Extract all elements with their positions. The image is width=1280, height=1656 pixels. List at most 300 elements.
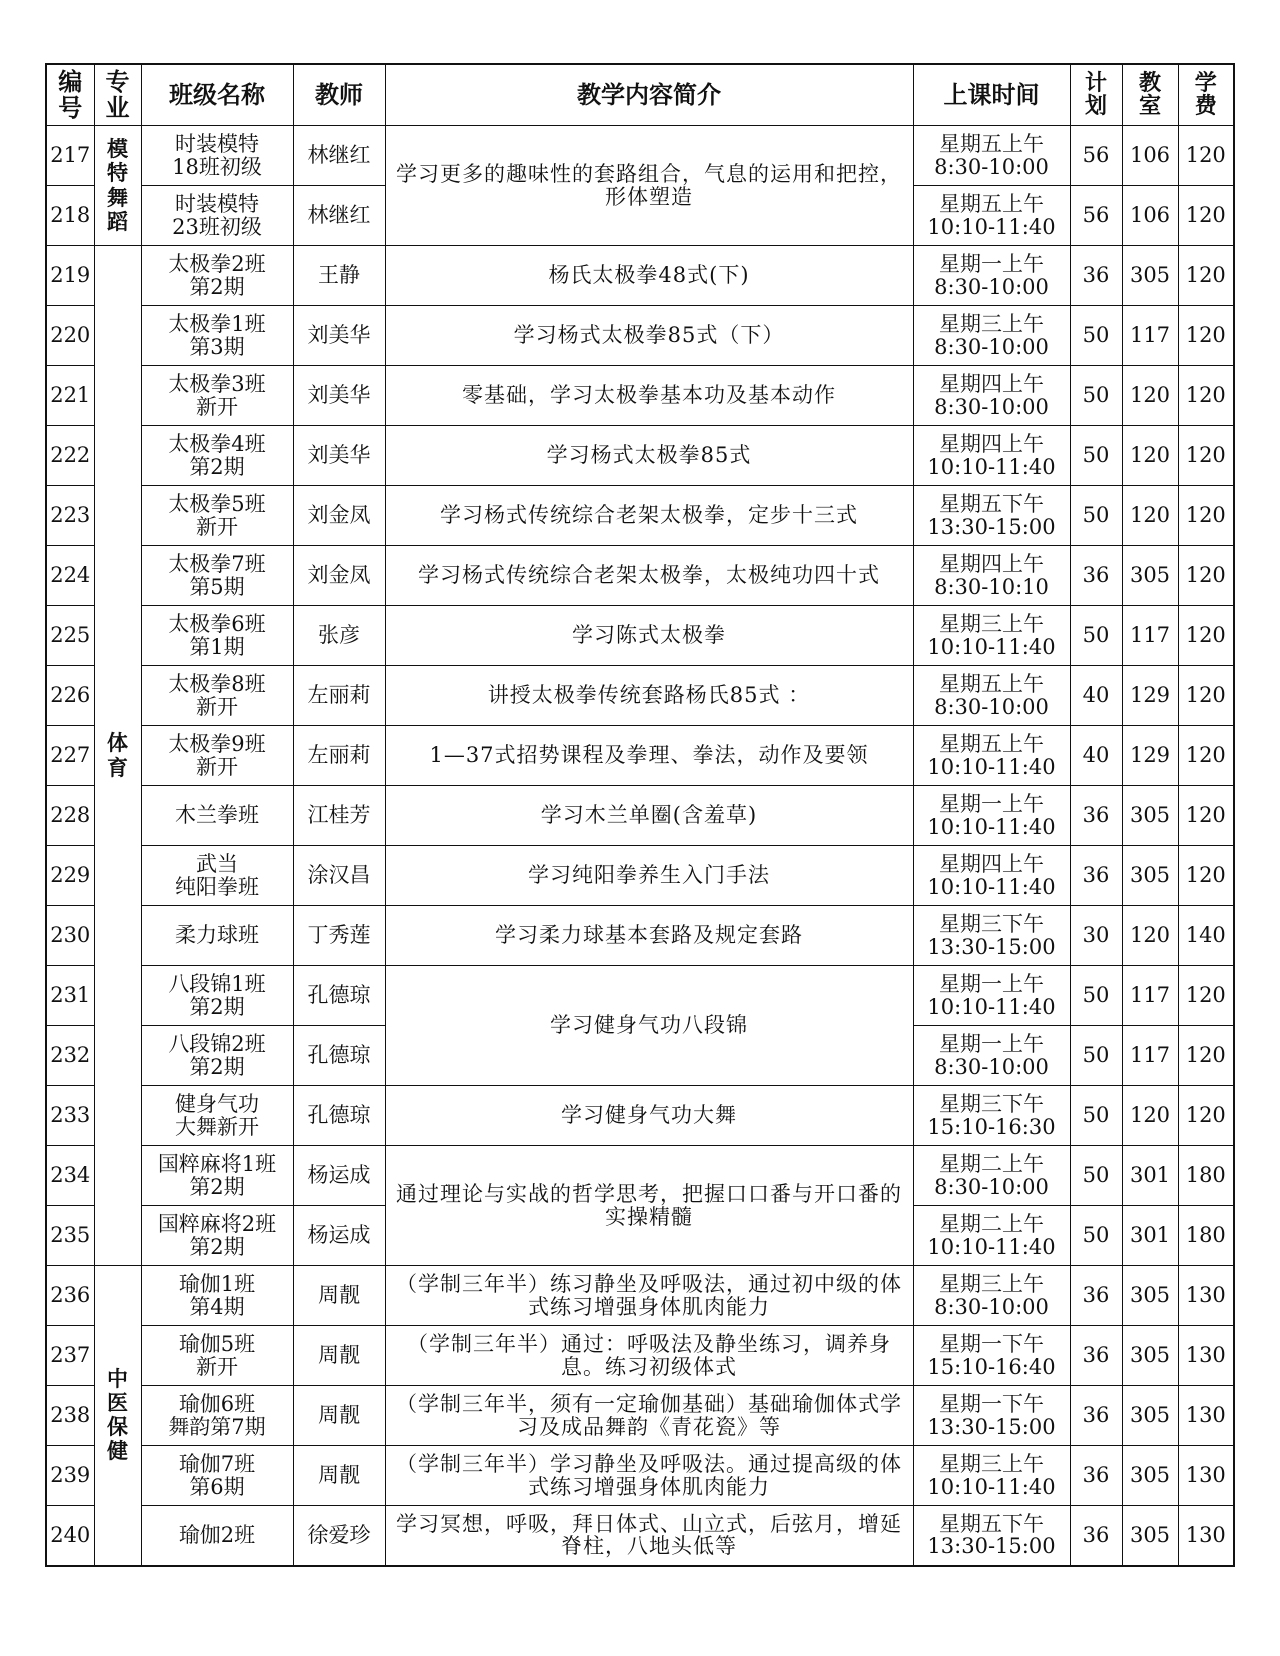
content-cell: 零基础，学习太极拳基本功及基本动作 (385, 366, 913, 426)
time-cell (913, 786, 1070, 846)
time-day: 星期二上午 (939, 1151, 1044, 1176)
content-cell: 通过理论与实战的哲学思考，把握口口番与开口番的实操精髓 (385, 1146, 913, 1266)
class-name-cell (141, 786, 293, 846)
content-cell: 1—37式招势课程及拳理、拳法，动作及要领 (385, 726, 913, 786)
plan-cell: 40 (1070, 726, 1122, 786)
fee-cell: 120 (1178, 606, 1234, 666)
class-name-line2: 第1期 (189, 634, 245, 659)
content-cell: 学习冥想，呼吸，拜日体式、山立式，后弦月，增延脊柱，八地头低等 (385, 1506, 913, 1566)
room-cell: 129 (1122, 726, 1178, 786)
class-name-cell (141, 1506, 293, 1566)
table-row (46, 606, 1234, 666)
room-cell: 117 (1122, 966, 1178, 1026)
time-hours: 8:30-10:00 (934, 1174, 1049, 1199)
row-id: 228 (46, 786, 94, 846)
content-cell: （学制三年半）通过：呼吸法及静坐练习，调养身息。练习初级体式 (385, 1326, 913, 1386)
row-id: 223 (46, 486, 94, 546)
header-id: 编号 (46, 64, 94, 126)
room-cell: 305 (1122, 246, 1178, 306)
time-hours: 8:30-10:00 (934, 394, 1049, 419)
class-name-cell (141, 366, 293, 426)
fee-cell: 120 (1178, 726, 1234, 786)
class-name-line2: 新开 (196, 694, 238, 719)
plan-cell: 50 (1070, 1206, 1122, 1266)
row-id: 221 (46, 366, 94, 426)
plan-cell: 36 (1070, 846, 1122, 906)
plan-cell: 50 (1070, 366, 1122, 426)
time-hours: 15:10-16:40 (927, 1354, 1056, 1379)
plan-cell: 40 (1070, 666, 1122, 726)
time-cell (913, 1506, 1070, 1566)
table-row (46, 966, 1234, 1026)
time-cell (913, 246, 1070, 306)
fee-cell: 120 (1178, 1086, 1234, 1146)
table-row (46, 1386, 1234, 1446)
fee-cell: 120 (1178, 1026, 1234, 1086)
table-row (46, 486, 1234, 546)
content-cell: 学习杨式传统综合老架太极拳，太极纯功四十式 (385, 546, 913, 606)
time-cell (913, 1206, 1070, 1266)
header-teacher: 教师 (293, 64, 385, 126)
time-day: 星期四上午 (939, 371, 1044, 396)
fee-cell: 120 (1178, 306, 1234, 366)
time-hours: 8:30-10:00 (934, 1054, 1049, 1079)
time-day: 星期五下午 (939, 1511, 1044, 1536)
class-name-cell (141, 186, 293, 246)
row-id: 237 (46, 1326, 94, 1386)
row-id: 238 (46, 1386, 94, 1446)
teacher-cell: 刘金凤 (293, 486, 385, 546)
header-content: 教学内容简介 (385, 64, 913, 126)
plan-cell: 36 (1070, 1386, 1122, 1446)
time-hours: 10:10-11:40 (927, 994, 1056, 1019)
time-day: 星期一上午 (939, 251, 1044, 276)
class-name-line2: 18班初级 (172, 154, 262, 179)
class-name-line1: 国粹麻将1班 (157, 1151, 277, 1176)
fee-cell: 140 (1178, 906, 1234, 966)
row-id: 234 (46, 1146, 94, 1206)
teacher-cell: 刘美华 (293, 306, 385, 366)
class-name-cell (141, 1386, 293, 1446)
content-cell: 学习木兰单圈(含羞草) (385, 786, 913, 846)
fee-cell: 130 (1178, 1266, 1234, 1326)
table-row (46, 546, 1234, 606)
table-row (46, 426, 1234, 486)
time-hours: 13:30-15:00 (927, 1414, 1056, 1439)
major-cell (94, 126, 141, 246)
major-cell (94, 1266, 141, 1566)
class-name-line1: 瑜伽1班 (178, 1271, 256, 1296)
time-cell (913, 486, 1070, 546)
table-row (46, 1146, 1234, 1206)
time-day: 星期四上午 (939, 431, 1044, 456)
plan-cell: 36 (1070, 1446, 1122, 1506)
class-name-cell (141, 1146, 293, 1206)
fee-cell: 120 (1178, 786, 1234, 846)
teacher-cell: 杨运成 (293, 1146, 385, 1206)
room-cell: 120 (1122, 486, 1178, 546)
content-cell: 学习健身气功大舞 (385, 1086, 913, 1146)
row-id: 220 (46, 306, 94, 366)
row-id: 231 (46, 966, 94, 1026)
plan-cell: 50 (1070, 1146, 1122, 1206)
row-id: 222 (46, 426, 94, 486)
class-name-line2: 纯阳拳班 (175, 874, 259, 899)
class-name-line2: 第2期 (189, 274, 245, 299)
teacher-cell: 周靓 (293, 1326, 385, 1386)
plan-cell: 56 (1070, 186, 1122, 246)
time-cell (913, 1086, 1070, 1146)
teacher-cell: 涂汉昌 (293, 846, 385, 906)
time-cell (913, 1026, 1070, 1086)
class-name-line2: 第2期 (189, 1234, 245, 1259)
table-row (46, 726, 1234, 786)
course-schedule-table (45, 63, 1235, 1567)
row-id: 219 (46, 246, 94, 306)
class-name-cell (141, 426, 293, 486)
time-hours: 10:10-11:40 (927, 814, 1056, 839)
time-day: 星期三上午 (939, 1451, 1044, 1476)
time-cell (913, 186, 1070, 246)
class-name-line1: 太极拳7班 (168, 551, 266, 576)
room-cell: 301 (1122, 1146, 1178, 1206)
time-cell (913, 846, 1070, 906)
time-day: 星期三上午 (939, 311, 1044, 336)
class-name-line1: 武当 (196, 851, 238, 876)
class-name-line1: 太极拳6班 (168, 611, 266, 636)
time-cell (913, 906, 1070, 966)
header-major: 专业 (94, 64, 141, 126)
teacher-cell: 徐爱珍 (293, 1506, 385, 1566)
row-id: 232 (46, 1026, 94, 1086)
class-name-line1: 国粹麻将2班 (157, 1211, 277, 1236)
time-cell (913, 306, 1070, 366)
class-name-line1: 瑜伽5班 (178, 1331, 256, 1356)
time-day: 星期五上午 (939, 671, 1044, 696)
content-cell: 学习纯阳拳养生入门手法 (385, 846, 913, 906)
time-hours: 8:30-10:00 (934, 274, 1049, 299)
major-label: 中医保健 (106, 1365, 128, 1464)
fee-cell: 120 (1178, 966, 1234, 1026)
time-cell (913, 1326, 1070, 1386)
time-cell (913, 126, 1070, 186)
room-cell: 117 (1122, 1026, 1178, 1086)
teacher-cell: 林继红 (293, 126, 385, 186)
table-row (46, 366, 1234, 426)
time-day: 星期三上午 (939, 611, 1044, 636)
class-name-line2: 23班初级 (172, 214, 262, 239)
content-cell: 学习杨式传统综合老架太极拳，定步十三式 (385, 486, 913, 546)
plan-cell: 50 (1070, 1086, 1122, 1146)
row-id: 236 (46, 1266, 94, 1326)
teacher-cell: 丁秀莲 (293, 906, 385, 966)
time-hours: 8:30-10:00 (934, 334, 1049, 359)
class-name-line2: 第2期 (189, 454, 245, 479)
class-name-cell (141, 546, 293, 606)
class-name-cell (141, 1446, 293, 1506)
room-cell: 305 (1122, 786, 1178, 846)
class-name-line1: 瑜伽7班 (178, 1451, 256, 1476)
class-name-cell (141, 306, 293, 366)
fee-cell: 180 (1178, 1146, 1234, 1206)
teacher-cell: 林继红 (293, 186, 385, 246)
row-id: 240 (46, 1506, 94, 1566)
header-fee: 学费 (1178, 64, 1234, 126)
time-day: 星期三下午 (939, 911, 1044, 936)
room-cell: 120 (1122, 366, 1178, 426)
plan-cell: 30 (1070, 906, 1122, 966)
time-day: 星期三下午 (939, 1091, 1044, 1116)
time-hours: 13:30-15:00 (927, 514, 1056, 539)
content-cell: 讲授太极拳传统套路杨氏85式 ： (385, 666, 913, 726)
time-day: 星期三上午 (939, 1271, 1044, 1296)
row-id: 225 (46, 606, 94, 666)
time-hours: 10:10-11:40 (927, 874, 1056, 899)
fee-cell: 120 (1178, 546, 1234, 606)
teacher-cell: 刘美华 (293, 426, 385, 486)
row-id: 235 (46, 1206, 94, 1266)
time-day: 星期一下午 (939, 1391, 1044, 1416)
time-cell (913, 666, 1070, 726)
time-day: 星期五下午 (939, 491, 1044, 516)
fee-cell: 120 (1178, 486, 1234, 546)
class-name-cell (141, 1026, 293, 1086)
room-cell: 120 (1122, 426, 1178, 486)
fee-cell: 120 (1178, 366, 1234, 426)
class-name-line1: 太极拳1班 (168, 311, 266, 336)
fee-cell: 130 (1178, 1506, 1234, 1566)
teacher-cell: 周靓 (293, 1386, 385, 1446)
row-id: 227 (46, 726, 94, 786)
class-name-line1: 太极拳4班 (168, 431, 266, 456)
table-row (46, 1326, 1234, 1386)
plan-cell: 50 (1070, 606, 1122, 666)
table-row (46, 906, 1234, 966)
class-name-line2: 大舞新开 (175, 1114, 259, 1139)
content-cell: 学习杨式太极拳85式（下） (385, 306, 913, 366)
header-row (46, 64, 1234, 126)
content-cell: 学习健身气功八段锦 (385, 966, 913, 1086)
class-name-cell (141, 726, 293, 786)
plan-cell: 36 (1070, 1326, 1122, 1386)
class-name-cell (141, 966, 293, 1026)
class-name-line1: 太极拳2班 (168, 251, 266, 276)
time-cell (913, 1266, 1070, 1326)
time-cell (913, 426, 1070, 486)
time-hours: 13:30-15:00 (927, 934, 1056, 959)
time-hours: 10:10-11:40 (927, 634, 1056, 659)
table-row (46, 1266, 1234, 1326)
time-hours: 8:30-10:00 (934, 1294, 1049, 1319)
room-cell: 106 (1122, 186, 1178, 246)
class-name-line1: 太极拳9班 (168, 731, 266, 756)
row-id: 224 (46, 546, 94, 606)
teacher-cell: 刘美华 (293, 366, 385, 426)
content-cell: 学习陈式太极拳 (385, 606, 913, 666)
class-name-cell (141, 1266, 293, 1326)
teacher-cell: 孔德琼 (293, 1086, 385, 1146)
room-cell: 305 (1122, 1386, 1178, 1446)
teacher-cell: 周靓 (293, 1266, 385, 1326)
plan-cell: 50 (1070, 966, 1122, 1026)
content-cell: （学制三年半，须有一定瑜伽基础）基础瑜伽体式学习及成品舞韵《青花瓷》等 (385, 1386, 913, 1446)
room-cell: 305 (1122, 1446, 1178, 1506)
teacher-cell: 孔德琼 (293, 1026, 385, 1086)
time-day: 星期五上午 (939, 191, 1044, 216)
time-cell (913, 606, 1070, 666)
time-day: 星期一上午 (939, 1031, 1044, 1056)
teacher-cell: 张彦 (293, 606, 385, 666)
class-name-line1: 柔力球班 (175, 923, 259, 948)
teacher-cell: 刘金凤 (293, 546, 385, 606)
fee-cell: 180 (1178, 1206, 1234, 1266)
row-id: 230 (46, 906, 94, 966)
content-cell: 学习更多的趣味性的套路组合，气息的运用和把控，形体塑造 (385, 126, 913, 246)
room-cell: 301 (1122, 1206, 1178, 1266)
table-row (46, 126, 1234, 186)
row-id: 217 (46, 126, 94, 186)
fee-cell: 130 (1178, 1326, 1234, 1386)
teacher-cell: 左丽莉 (293, 726, 385, 786)
header-plan: 计划 (1070, 64, 1122, 126)
table-row (46, 846, 1234, 906)
time-cell (913, 726, 1070, 786)
table-row (46, 246, 1234, 306)
room-cell: 305 (1122, 1506, 1178, 1566)
time-day: 星期四上午 (939, 851, 1044, 876)
time-day: 星期二上午 (939, 1211, 1044, 1236)
class-name-line1: 太极拳8班 (168, 671, 266, 696)
time-hours: 15:10-16:30 (927, 1114, 1056, 1139)
class-name-cell (141, 1326, 293, 1386)
time-cell (913, 546, 1070, 606)
class-name-line1: 健身气功 (175, 1091, 259, 1116)
header-class-name: 班级名称 (141, 64, 293, 126)
fee-cell: 120 (1178, 846, 1234, 906)
class-name-line2: 舞韵第7期 (168, 1414, 266, 1439)
time-hours: 10:10-11:40 (927, 454, 1056, 479)
header-time: 上课时间 (913, 64, 1070, 126)
class-name-line2: 第3期 (189, 334, 245, 359)
plan-cell: 36 (1070, 786, 1122, 846)
class-name-cell (141, 126, 293, 186)
room-cell: 305 (1122, 846, 1178, 906)
content-cell: （学制三年半）学习静坐及呼吸法。通过提高级的体式练习增强身体肌肉能力 (385, 1446, 913, 1506)
class-name-line2: 第2期 (189, 1174, 245, 1199)
plan-cell: 50 (1070, 426, 1122, 486)
plan-cell: 50 (1070, 1026, 1122, 1086)
plan-cell: 50 (1070, 486, 1122, 546)
time-hours: 10:10-11:40 (927, 1474, 1056, 1499)
class-name-cell (141, 1206, 293, 1266)
time-day: 星期一上午 (939, 791, 1044, 816)
class-name-line1: 太极拳5班 (168, 491, 266, 516)
teacher-cell: 王静 (293, 246, 385, 306)
table-row (46, 666, 1234, 726)
class-name-cell (141, 846, 293, 906)
class-name-line2: 第6期 (189, 1474, 245, 1499)
plan-cell: 56 (1070, 126, 1122, 186)
plan-cell: 36 (1070, 246, 1122, 306)
class-name-line1: 八段锦2班 (168, 1031, 266, 1056)
room-cell: 117 (1122, 306, 1178, 366)
teacher-cell: 江桂芳 (293, 786, 385, 846)
class-name-line2: 第2期 (189, 994, 245, 1019)
room-cell: 305 (1122, 1326, 1178, 1386)
class-name-line2: 新开 (196, 754, 238, 779)
class-name-line1: 瑜伽6班 (178, 1391, 256, 1416)
room-cell: 117 (1122, 606, 1178, 666)
class-name-line1: 时装模特 (175, 131, 259, 156)
content-cell: （学制三年半）练习静坐及呼吸法，通过初中级的体式练习增强身体肌肉能力 (385, 1266, 913, 1326)
class-name-line1: 时装模特 (175, 191, 259, 216)
class-name-line2: 新开 (196, 394, 238, 419)
plan-cell: 36 (1070, 1266, 1122, 1326)
header-room: 教室 (1122, 64, 1178, 126)
row-id: 239 (46, 1446, 94, 1506)
table-row (46, 786, 1234, 846)
class-name-cell (141, 1086, 293, 1146)
time-day: 星期一上午 (939, 971, 1044, 996)
row-id: 233 (46, 1086, 94, 1146)
fee-cell: 120 (1178, 246, 1234, 306)
room-cell: 120 (1122, 1086, 1178, 1146)
plan-cell: 36 (1070, 546, 1122, 606)
major-label: 模特舞蹈 (106, 136, 128, 234)
row-id: 229 (46, 846, 94, 906)
time-cell (913, 366, 1070, 426)
class-name-line2: 新开 (196, 1354, 238, 1379)
room-cell: 120 (1122, 906, 1178, 966)
fee-cell: 120 (1178, 126, 1234, 186)
time-cell (913, 1446, 1070, 1506)
content-cell: 杨氏太极拳48式(下) (385, 246, 913, 306)
fee-cell: 120 (1178, 426, 1234, 486)
room-cell: 106 (1122, 126, 1178, 186)
fee-cell: 130 (1178, 1446, 1234, 1506)
table-row (46, 1446, 1234, 1506)
time-cell (913, 1386, 1070, 1446)
teacher-cell: 左丽莉 (293, 666, 385, 726)
time-hours: 10:10-11:40 (927, 1234, 1056, 1259)
fee-cell: 120 (1178, 666, 1234, 726)
table-row (46, 306, 1234, 366)
major-cell (94, 246, 141, 1266)
plan-cell: 36 (1070, 1506, 1122, 1566)
time-hours: 13:30-15:00 (927, 1534, 1056, 1559)
time-day: 星期四上午 (939, 551, 1044, 576)
room-cell: 129 (1122, 666, 1178, 726)
room-cell: 305 (1122, 1266, 1178, 1326)
time-cell (913, 966, 1070, 1026)
time-hours: 8:30-10:00 (934, 154, 1049, 179)
class-name-line1: 八段锦1班 (168, 971, 266, 996)
table-row (46, 1086, 1234, 1146)
time-hours: 10:10-11:40 (927, 754, 1056, 779)
class-name-cell (141, 606, 293, 666)
time-day: 星期一下午 (939, 1331, 1044, 1356)
time-cell (913, 1146, 1070, 1206)
major-label: 体育 (106, 730, 128, 780)
content-cell: 学习杨式太极拳85式 (385, 426, 913, 486)
class-name-line1: 太极拳3班 (168, 371, 266, 396)
class-name-line2: 第2期 (189, 1054, 245, 1079)
plan-cell: 50 (1070, 306, 1122, 366)
class-name-cell (141, 666, 293, 726)
class-name-cell (141, 906, 293, 966)
table-row (46, 1506, 1234, 1566)
time-day: 星期五上午 (939, 131, 1044, 156)
